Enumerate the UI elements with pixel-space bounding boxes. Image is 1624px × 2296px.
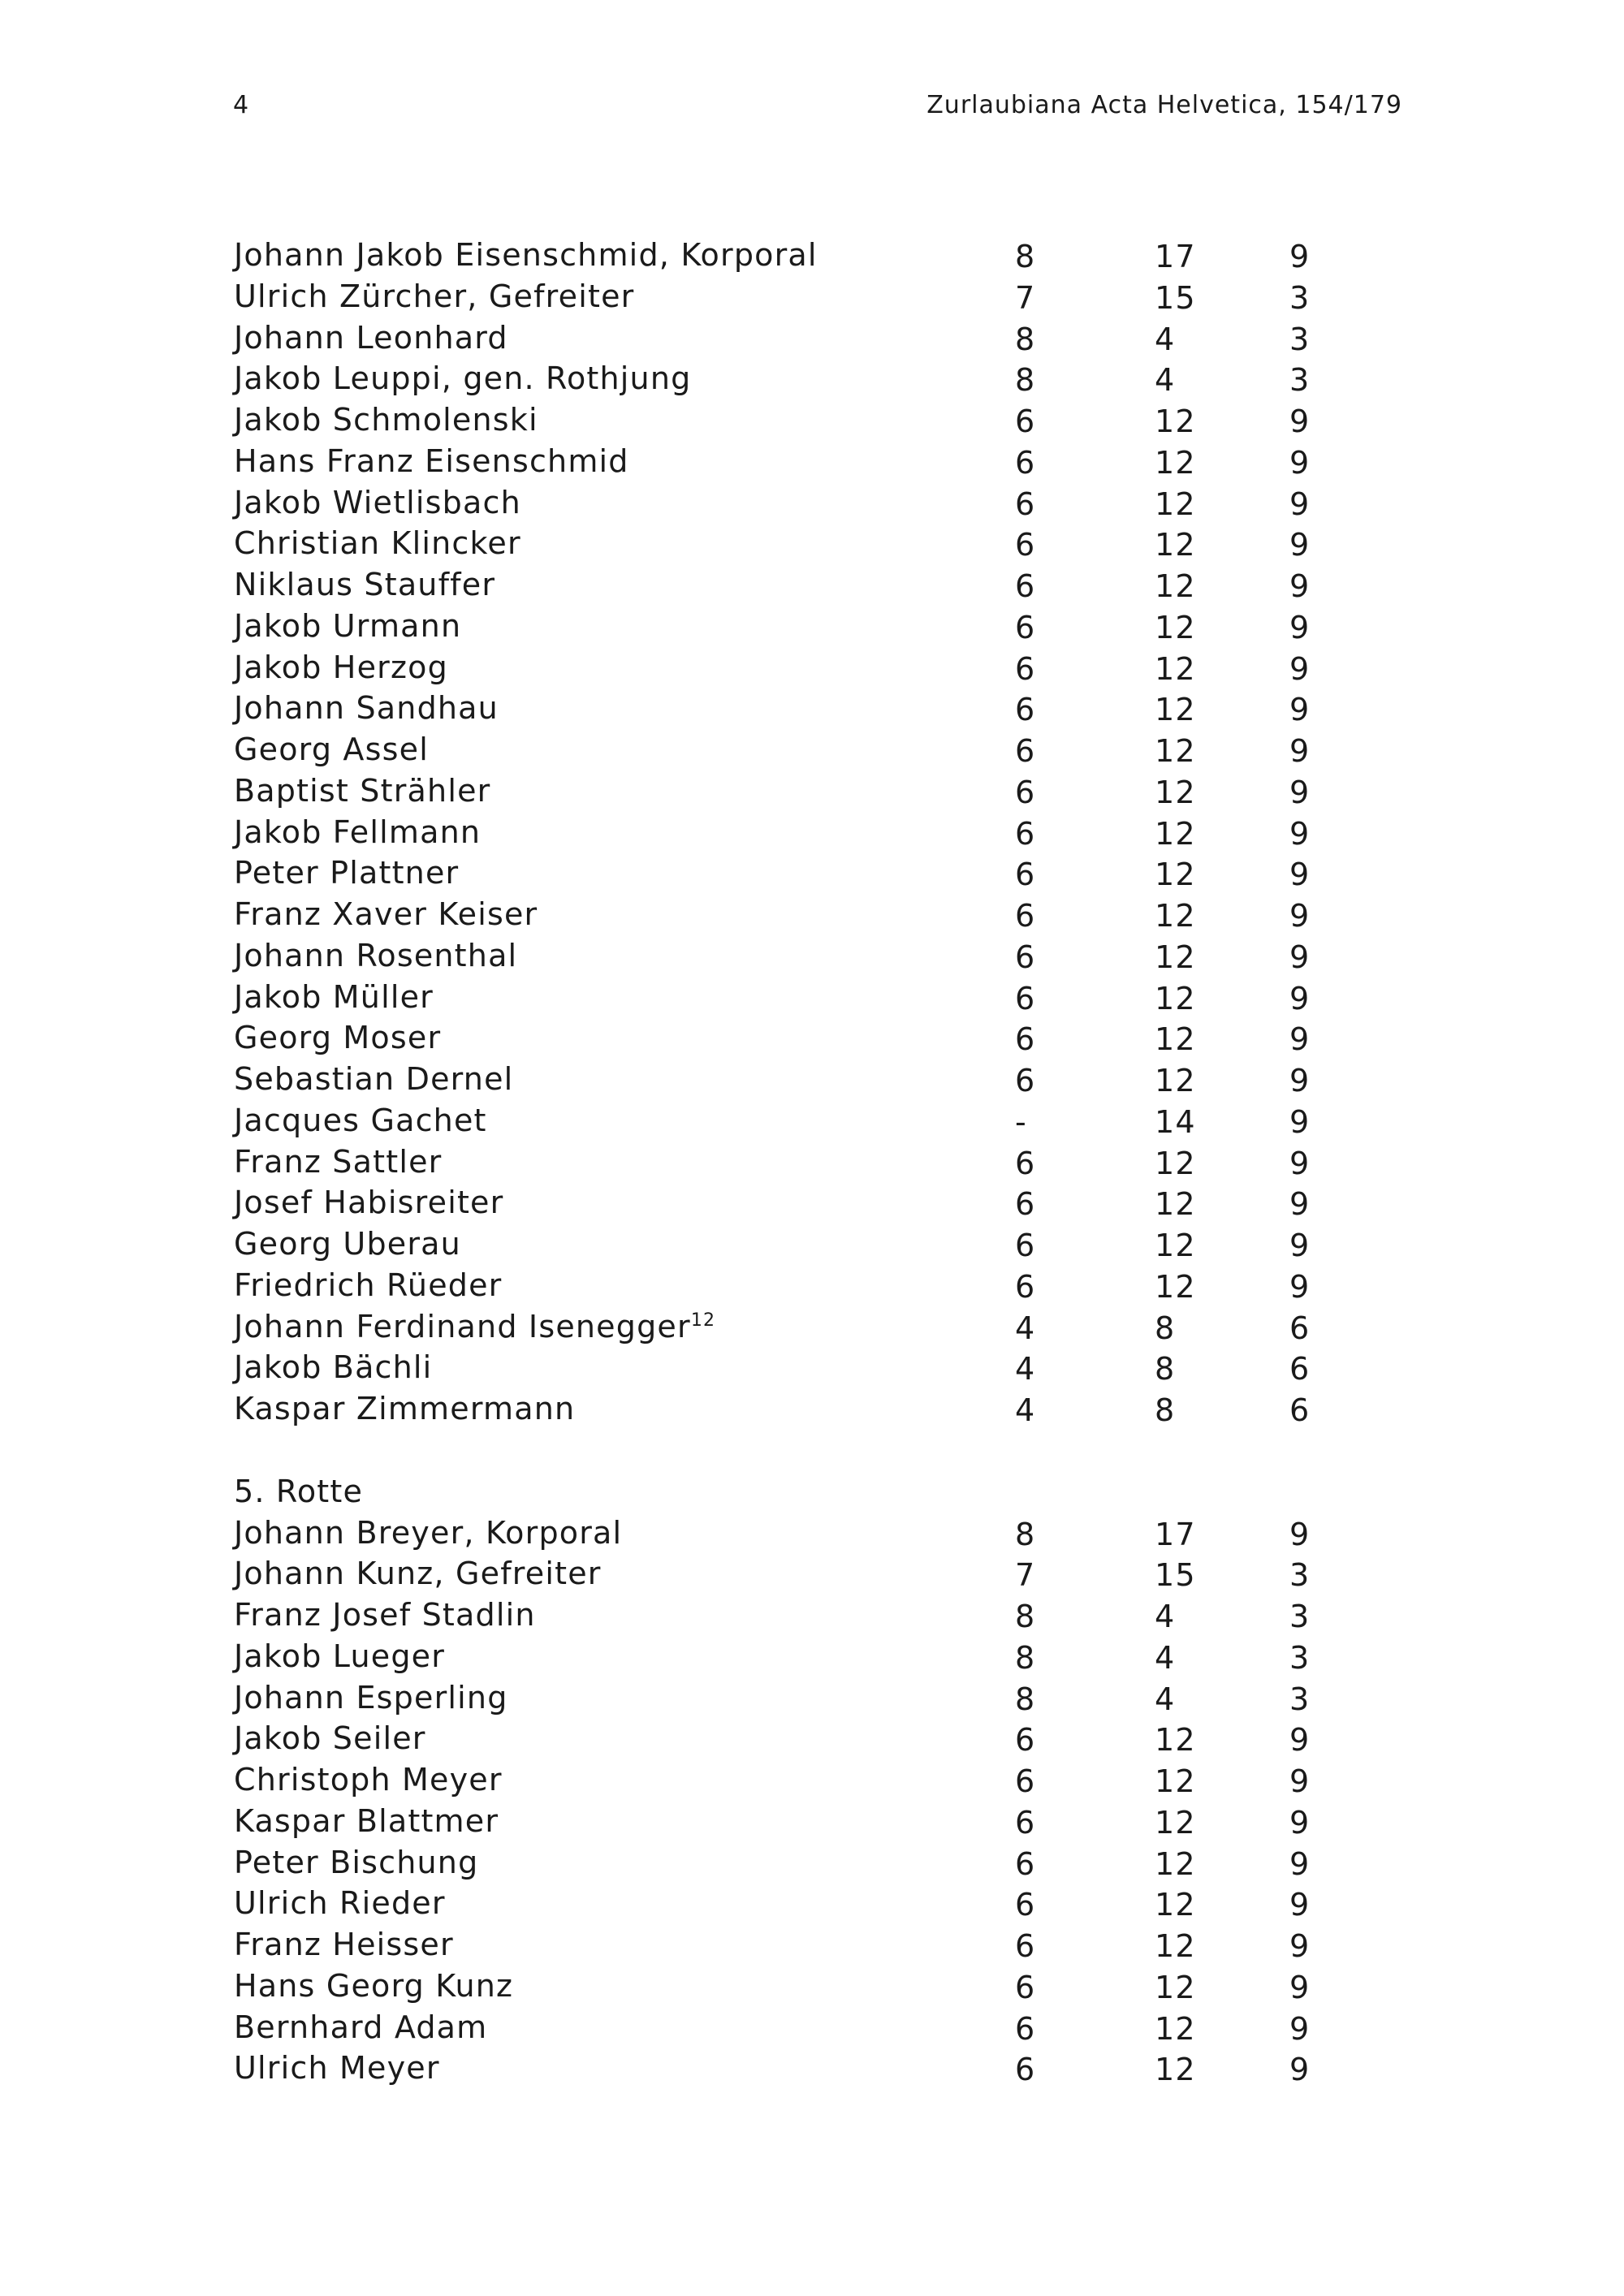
table-row (234, 1803, 1371, 1845)
value-col-3: 9 (1289, 1722, 1311, 1759)
table-row (234, 1185, 1371, 1226)
value-col-3: 9 (1289, 774, 1311, 810)
value-col-1: 4 (1015, 1351, 1036, 1388)
table-row (234, 2050, 1371, 2091)
table-row (234, 1885, 1371, 1927)
person-name: Josef Habisreiter (234, 1185, 504, 1221)
value-col-2: 15 (1155, 1557, 1196, 1594)
value-col-2: 12 (1155, 1928, 1196, 1964)
table-row (234, 1309, 1371, 1350)
roster-table (234, 237, 1371, 2091)
value-col-3: 3 (1289, 321, 1311, 357)
value-col-2: 12 (1155, 2052, 1196, 2088)
person-name: Jakob Urmann (234, 607, 462, 644)
value-col-1: 7 (1015, 1557, 1036, 1594)
value-col-2: 12 (1155, 898, 1196, 934)
value-col-3: 9 (1289, 1228, 1311, 1263)
table-row (234, 1597, 1371, 1638)
value-col-3: 9 (1289, 1186, 1311, 1223)
running-title: Zurlaubiana Acta Helvetica, 154/179 (926, 91, 1402, 119)
value-col-2: 12 (1155, 1763, 1196, 1799)
person-name: Johann Ferdinand Isenegger$^{12}$ (234, 1308, 716, 1344)
person-name: Christoph Meyer (234, 1762, 503, 1798)
person-name: Friedrich Rüeder (234, 1267, 503, 1303)
table-row (234, 1515, 1371, 1556)
section-title-text: 5. Rotte (234, 1473, 364, 1509)
person-name: Johann Breyer, Korporal (234, 1514, 623, 1551)
value-col-3: 6 (1289, 1392, 1311, 1428)
table-row (234, 567, 1371, 608)
value-col-1: 8 (1015, 362, 1036, 399)
value-col-2: 12 (1155, 815, 1196, 852)
value-col-3: 9 (1289, 1928, 1311, 1964)
value-col-1: 8 (1015, 1599, 1036, 1634)
value-col-1: 6 (1015, 2010, 1036, 2047)
person-name: Georg Uberau (234, 1226, 461, 1262)
value-col-1: 6 (1015, 692, 1036, 728)
value-col-2: 12 (1155, 1063, 1196, 1098)
value-col-2: 12 (1155, 692, 1196, 728)
value-col-3: 3 (1289, 1557, 1311, 1594)
value-col-1: 6 (1015, 1228, 1036, 1263)
value-col-2: 8 (1155, 1351, 1176, 1388)
value-col-2: 12 (1155, 733, 1196, 769)
table-row (234, 237, 1371, 278)
value-col-1: 6 (1015, 980, 1036, 1016)
value-col-2: 12 (1155, 1722, 1196, 1759)
value-col-1: 4 (1015, 1392, 1036, 1428)
value-col-2: 12 (1155, 609, 1196, 645)
page-header (233, 91, 1402, 132)
value-col-3: 9 (1289, 650, 1311, 687)
value-col-3: 9 (1289, 1063, 1311, 1098)
value-col-1: 6 (1015, 486, 1036, 522)
table-row (234, 1556, 1371, 1597)
value-col-2: 15 (1155, 279, 1196, 316)
value-col-1: 8 (1015, 1639, 1036, 1676)
value-col-1: 8 (1015, 1681, 1036, 1717)
table-row (234, 650, 1371, 691)
value-col-2: 12 (1155, 1969, 1196, 2005)
value-col-3: 9 (1289, 1268, 1311, 1305)
value-col-3: 3 (1289, 1599, 1311, 1634)
value-col-1: 6 (1015, 898, 1036, 934)
person-name: Ulrich Meyer (234, 2050, 440, 2087)
value-col-1: 8 (1015, 321, 1036, 357)
table-row (234, 608, 1371, 650)
value-col-2: 12 (1155, 568, 1196, 604)
value-col-1: 6 (1015, 774, 1036, 810)
table-row (234, 1103, 1371, 1144)
value-col-3: 9 (1289, 486, 1311, 522)
person-name: Baptist Strähler (234, 772, 491, 809)
table-row (234, 1391, 1371, 1432)
value-col-1: 7 (1015, 279, 1036, 316)
person-name: Jakob Leuppi, gen. Rothjung (234, 360, 692, 397)
value-col-1: 6 (1015, 568, 1036, 604)
person-name: Jakob Seiler (234, 1720, 426, 1757)
value-col-2: 12 (1155, 2010, 1196, 2047)
table-row (234, 938, 1371, 979)
value-col-1: 6 (1015, 444, 1036, 481)
table-row (234, 278, 1371, 320)
table-row (234, 360, 1371, 402)
value-col-1: 8 (1015, 1516, 1036, 1552)
table-row (234, 896, 1371, 938)
value-col-2: 12 (1155, 1021, 1196, 1058)
person-name: Niklaus Stauffer (234, 567, 496, 602)
table-row (234, 979, 1371, 1021)
person-name: Kaspar Blattmer (234, 1802, 499, 1839)
value-col-1: 6 (1015, 1804, 1036, 1841)
person-name: Franz Heisser (234, 1927, 454, 1962)
value-col-3: 9 (1289, 1887, 1311, 1923)
value-col-2: 12 (1155, 404, 1196, 439)
person-name: Sebastian Dernel (234, 1061, 514, 1097)
value-col-1: 6 (1015, 609, 1036, 645)
value-col-2: 12 (1155, 774, 1196, 810)
value-col-1: 6 (1015, 1021, 1036, 1058)
value-col-2: 8 (1155, 1310, 1176, 1346)
person-name: Johann Kunz, Gefreiter (234, 1556, 602, 1592)
value-col-1: 6 (1015, 1722, 1036, 1759)
table-row (234, 732, 1371, 773)
value-col-3: 9 (1289, 1103, 1311, 1140)
value-col-2: 12 (1155, 1804, 1196, 1841)
value-col-1: 6 (1015, 1145, 1036, 1181)
table-row (234, 1680, 1371, 1721)
value-col-1: 6 (1015, 650, 1036, 687)
table-row (234, 1638, 1371, 1680)
value-col-2: 12 (1155, 1845, 1196, 1882)
value-col-3: 9 (1289, 1804, 1311, 1841)
value-col-2: 4 (1155, 1639, 1176, 1676)
value-col-3: 9 (1289, 609, 1311, 645)
value-col-1: 6 (1015, 733, 1036, 769)
table-row (234, 1144, 1371, 1185)
value-col-2: 4 (1155, 1599, 1176, 1634)
person-name: Johann Rosenthal (234, 937, 518, 973)
person-name: Bernhard Adam (234, 2009, 488, 2045)
person-name: Jakob Müller (234, 978, 434, 1015)
value-col-3: 9 (1289, 1145, 1311, 1181)
value-col-3: 9 (1289, 444, 1311, 481)
value-col-2: 8 (1155, 1392, 1176, 1428)
value-col-2: 4 (1155, 321, 1176, 357)
value-col-3: 9 (1289, 815, 1311, 852)
value-col-2: 17 (1155, 239, 1196, 274)
page-number: 4 (233, 91, 250, 119)
person-name: Jacques Gachet (234, 1102, 487, 1138)
table-row (234, 1267, 1371, 1309)
value-col-1: 6 (1015, 1969, 1036, 2005)
footnote-marker: 12 (690, 1310, 716, 1331)
table-row (234, 402, 1371, 443)
section-gap (234, 1432, 1371, 1474)
value-col-3: 3 (1289, 279, 1311, 316)
value-col-2: 17 (1155, 1516, 1196, 1552)
table-row (234, 1720, 1371, 1762)
person-name: Jakob Lueger (234, 1638, 446, 1674)
table-row (234, 855, 1371, 896)
value-col-1: - (1015, 1103, 1027, 1140)
value-col-2: 12 (1155, 939, 1196, 975)
value-col-1: 6 (1015, 939, 1036, 975)
person-name: Ulrich Zürcher, Gefreiter (234, 278, 635, 314)
value-col-2: 12 (1155, 1887, 1196, 1923)
person-name: Ulrich Rieder (234, 1885, 446, 1922)
value-col-2: 14 (1155, 1103, 1196, 1140)
roster-section-5 (234, 1515, 1371, 2092)
person-name: Franz Xaver Keiser (234, 896, 538, 932)
value-col-3: 9 (1289, 898, 1311, 934)
value-col-2: 12 (1155, 486, 1196, 522)
person-name: Georg Assel (234, 732, 429, 767)
person-name: Peter Bischung (234, 1844, 479, 1880)
value-col-2: 12 (1155, 1268, 1196, 1305)
value-col-3: 9 (1289, 1845, 1311, 1882)
table-row (234, 1226, 1371, 1267)
person-name: Jakob Wietlisbach (234, 484, 521, 520)
value-col-2: 4 (1155, 1681, 1176, 1717)
value-col-1: 6 (1015, 404, 1036, 439)
value-col-3: 9 (1289, 1021, 1311, 1058)
person-name: Franz Josef Stadlin (234, 1597, 536, 1633)
table-row (234, 690, 1371, 732)
person-name: Jakob Bächli (234, 1349, 433, 1386)
value-col-3: 9 (1289, 1763, 1311, 1799)
person-name: Johann Jakob Eisenschmid, Korporal (234, 237, 818, 273)
value-col-3: 9 (1289, 733, 1311, 769)
value-col-2: 12 (1155, 444, 1196, 481)
table-row (234, 320, 1371, 361)
person-name: Hans Georg Kunz (234, 1967, 514, 2004)
value-col-3: 9 (1289, 239, 1311, 274)
value-col-1: 8 (1015, 239, 1036, 274)
person-name: Jakob Fellmann (234, 814, 482, 850)
value-col-3: 9 (1289, 1969, 1311, 2005)
value-col-2: 12 (1155, 1186, 1196, 1223)
person-name: Jakob Schmolenski (234, 402, 538, 438)
value-col-1: 6 (1015, 1845, 1036, 1882)
value-col-1: 6 (1015, 1928, 1036, 1964)
value-col-1: 6 (1015, 1763, 1036, 1799)
value-col-3: 9 (1289, 939, 1311, 975)
table-row (234, 1020, 1371, 1061)
value-col-3: 9 (1289, 527, 1311, 563)
value-col-1: 6 (1015, 1268, 1036, 1305)
value-col-3: 9 (1289, 2010, 1311, 2047)
value-col-1: 6 (1015, 1063, 1036, 1098)
person-name: Georg Moser (234, 1020, 442, 1056)
value-col-1: 6 (1015, 527, 1036, 563)
table-row (234, 485, 1371, 526)
table-row (234, 525, 1371, 567)
value-col-1: 6 (1015, 815, 1036, 852)
value-col-2: 12 (1155, 527, 1196, 563)
value-col-3: 3 (1289, 1639, 1311, 1676)
value-col-1: 6 (1015, 857, 1036, 893)
person-name: Johann Leonhard (234, 319, 508, 356)
table-row (234, 1762, 1371, 1803)
table-row (234, 1968, 1371, 2009)
value-col-2: 12 (1155, 1228, 1196, 1263)
person-name: Jakob Herzog (234, 649, 448, 685)
value-col-3: 6 (1289, 1351, 1311, 1388)
value-col-3: 9 (1289, 568, 1311, 604)
value-col-2: 12 (1155, 857, 1196, 893)
value-col-3: 6 (1289, 1310, 1311, 1346)
value-col-3: 3 (1289, 1681, 1311, 1717)
value-col-1: 6 (1015, 2052, 1036, 2088)
table-row (234, 1927, 1371, 1968)
value-col-3: 3 (1289, 362, 1311, 399)
person-name: Christian Klincker (234, 525, 521, 562)
table-row (234, 2009, 1371, 2051)
person-name: Johann Esperling (234, 1679, 508, 1716)
section-title (234, 1474, 1371, 1515)
value-col-3: 9 (1289, 2052, 1311, 2088)
value-col-3: 9 (1289, 980, 1311, 1016)
table-row (234, 1061, 1371, 1103)
value-col-1: 4 (1015, 1310, 1036, 1346)
value-col-2: 4 (1155, 362, 1176, 399)
value-col-1: 6 (1015, 1887, 1036, 1923)
value-col-3: 9 (1289, 1516, 1311, 1552)
value-col-2: 12 (1155, 650, 1196, 687)
value-col-1: 6 (1015, 1186, 1036, 1223)
person-name: Franz Sattler (234, 1143, 443, 1180)
roster-section-4 (234, 237, 1371, 1432)
value-col-3: 9 (1289, 692, 1311, 728)
table-row (234, 443, 1371, 485)
table-row (234, 773, 1371, 814)
table-row (234, 1845, 1371, 1886)
person-name: Peter Plattner (234, 855, 460, 891)
table-row (234, 1349, 1371, 1391)
value-col-2: 12 (1155, 1145, 1196, 1181)
person-name: Kaspar Zimmermann (234, 1391, 576, 1426)
person-name: Johann Sandhau (234, 690, 499, 727)
value-col-2: 12 (1155, 980, 1196, 1016)
table-row (234, 814, 1371, 856)
person-name: Hans Franz Eisenschmid (234, 442, 629, 479)
value-col-3: 9 (1289, 404, 1311, 439)
value-col-3: 9 (1289, 857, 1311, 893)
